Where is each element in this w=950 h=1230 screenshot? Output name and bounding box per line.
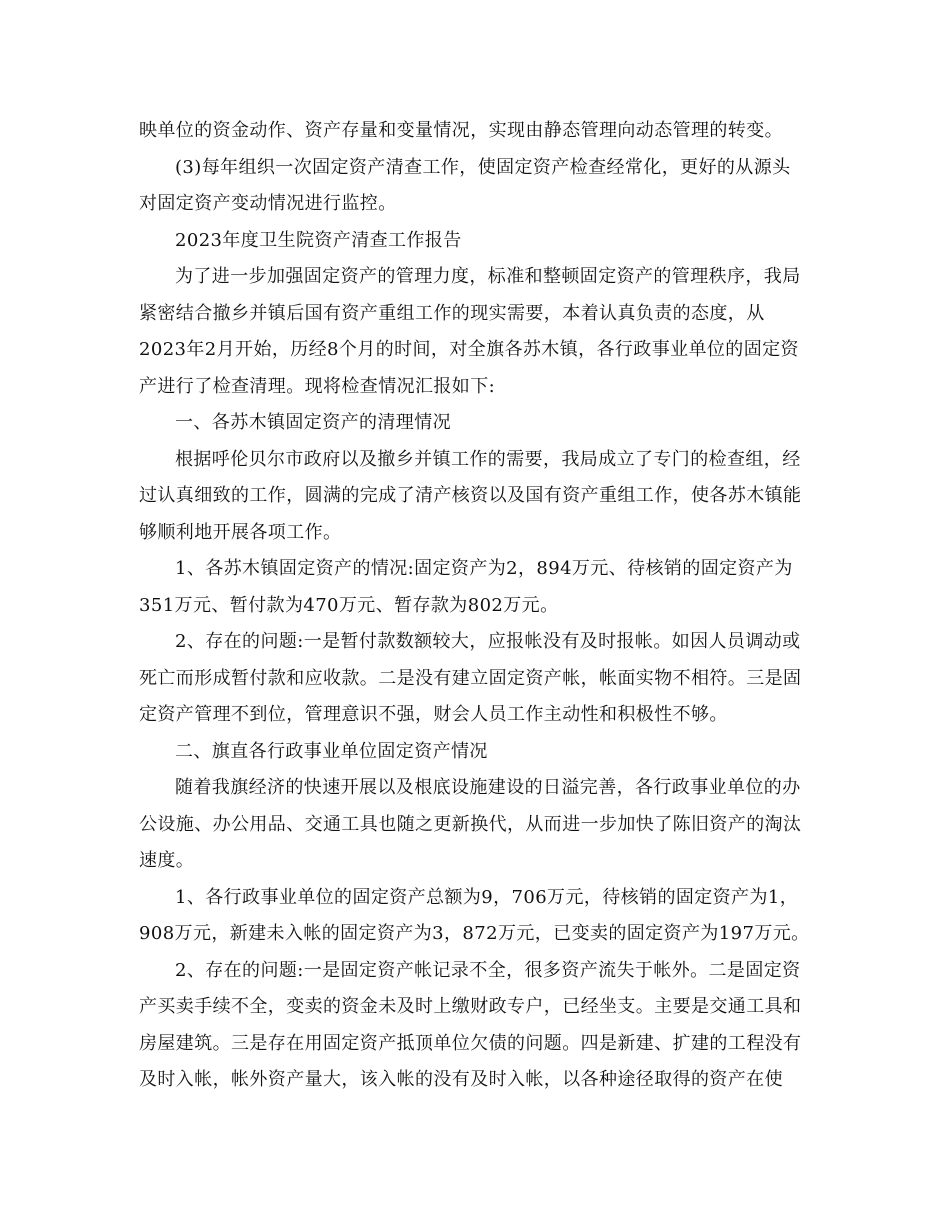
text-line: 1、各苏木镇固定资产的情况:固定资产为2，894万元、待核销的固定资产为 bbox=[175, 558, 793, 579]
text-line: 2、存在的问题:一是暂付款数额较大，应报帐没有及时报帐。如因人员调动或 bbox=[175, 631, 801, 652]
text-line: 房屋建筑。三是存在用固定资产抵顶单位欠债的问题。四是新建、扩建的工程没有 bbox=[139, 1032, 802, 1054]
text-line: 映单位的资金动作、资产存量和变量情况，实现由静态管理向动态管理的转变。 bbox=[139, 120, 783, 141]
section-heading: 二、旗直各行政事业单位固定资产情况 bbox=[175, 740, 488, 762]
text-line: 产买卖手续不全，变卖的资金未及时上缴财政专户，已经坐支。主要是交通工具和 bbox=[139, 996, 802, 1017]
text-line: 2、存在的问题:一是固定资产帐记录不全，很多资产流失于帐外。二是固定资 bbox=[175, 959, 801, 981]
section-title: 2023年度卫生院资产清查工作报告 bbox=[175, 229, 462, 251]
text-line: 2023年2月开始，历经8个月的时间，对全旗各苏木镇，各行政事业单位的固定资 bbox=[139, 339, 799, 360]
text-line: 及时入帐，帐外资产量大，该入帐的没有及时入帐，以各种途径取得的资产在使 bbox=[139, 1069, 783, 1090]
text-line: 351万元、暂付款为470万元、暂存款为802万元。 bbox=[139, 594, 559, 616]
text-line: 紧密结合撤乡并镇后国有资产重组工作的现实需要，本着认真负责的态度，从 bbox=[139, 302, 765, 324]
text-line: (3)每年组织一次固定资产清查工作，使固定资产检查经常化，更好的从源头 bbox=[175, 156, 791, 178]
text-line: 908万元，新建未入帐的固定资产为3，872万元，已变卖的固定资产为197万元。 bbox=[139, 923, 810, 944]
text-line: 随着我旗经济的快速开展以及根底设施建设的日溢完善，各行政事业单位的办 bbox=[175, 777, 801, 798]
document-page bbox=[139, 113, 814, 1099]
text-line: 公设施、办公用品、交通工具也随之更新换代，从而进一步加快了陈旧资产的淘汰 bbox=[139, 813, 802, 835]
text-line: 过认真细致的工作，圆满的完成了清产核资以及国有资产重组工作，使各苏木镇能 bbox=[139, 485, 802, 506]
text-line: 1、各行政事业单位的固定资产总额为9，706万元，待核销的固定资产为1， bbox=[175, 886, 799, 908]
text-line: 够顺利地开展各项工作。 bbox=[139, 521, 342, 543]
section-heading: 一、各苏木镇固定资产的清理情况 bbox=[175, 412, 451, 433]
text-line: 速度。 bbox=[139, 850, 195, 871]
text-line: 定资产管理不到位，管理意识不强，财会人员工作主动性和积极性不够。 bbox=[139, 704, 728, 725]
text-line: 根据呼伦贝尔市政府以及撤乡并镇工作的需要，我局成立了专门的检查组，经 bbox=[175, 448, 801, 470]
text-line: 为了进一步加强固定资产的管理力度，标准和整顿固定资产的管理秩序，我局 bbox=[175, 266, 801, 287]
text-line: 产进行了检查清理。现将检查情况汇报如下: bbox=[139, 375, 496, 397]
text-line: 死亡而形成暂付款和应收款。二是没有建立固定资产帐，帐面实物不相符。三是固 bbox=[139, 667, 802, 689]
text-line: 对固定资产变动情况进行监控。 bbox=[139, 193, 397, 214]
